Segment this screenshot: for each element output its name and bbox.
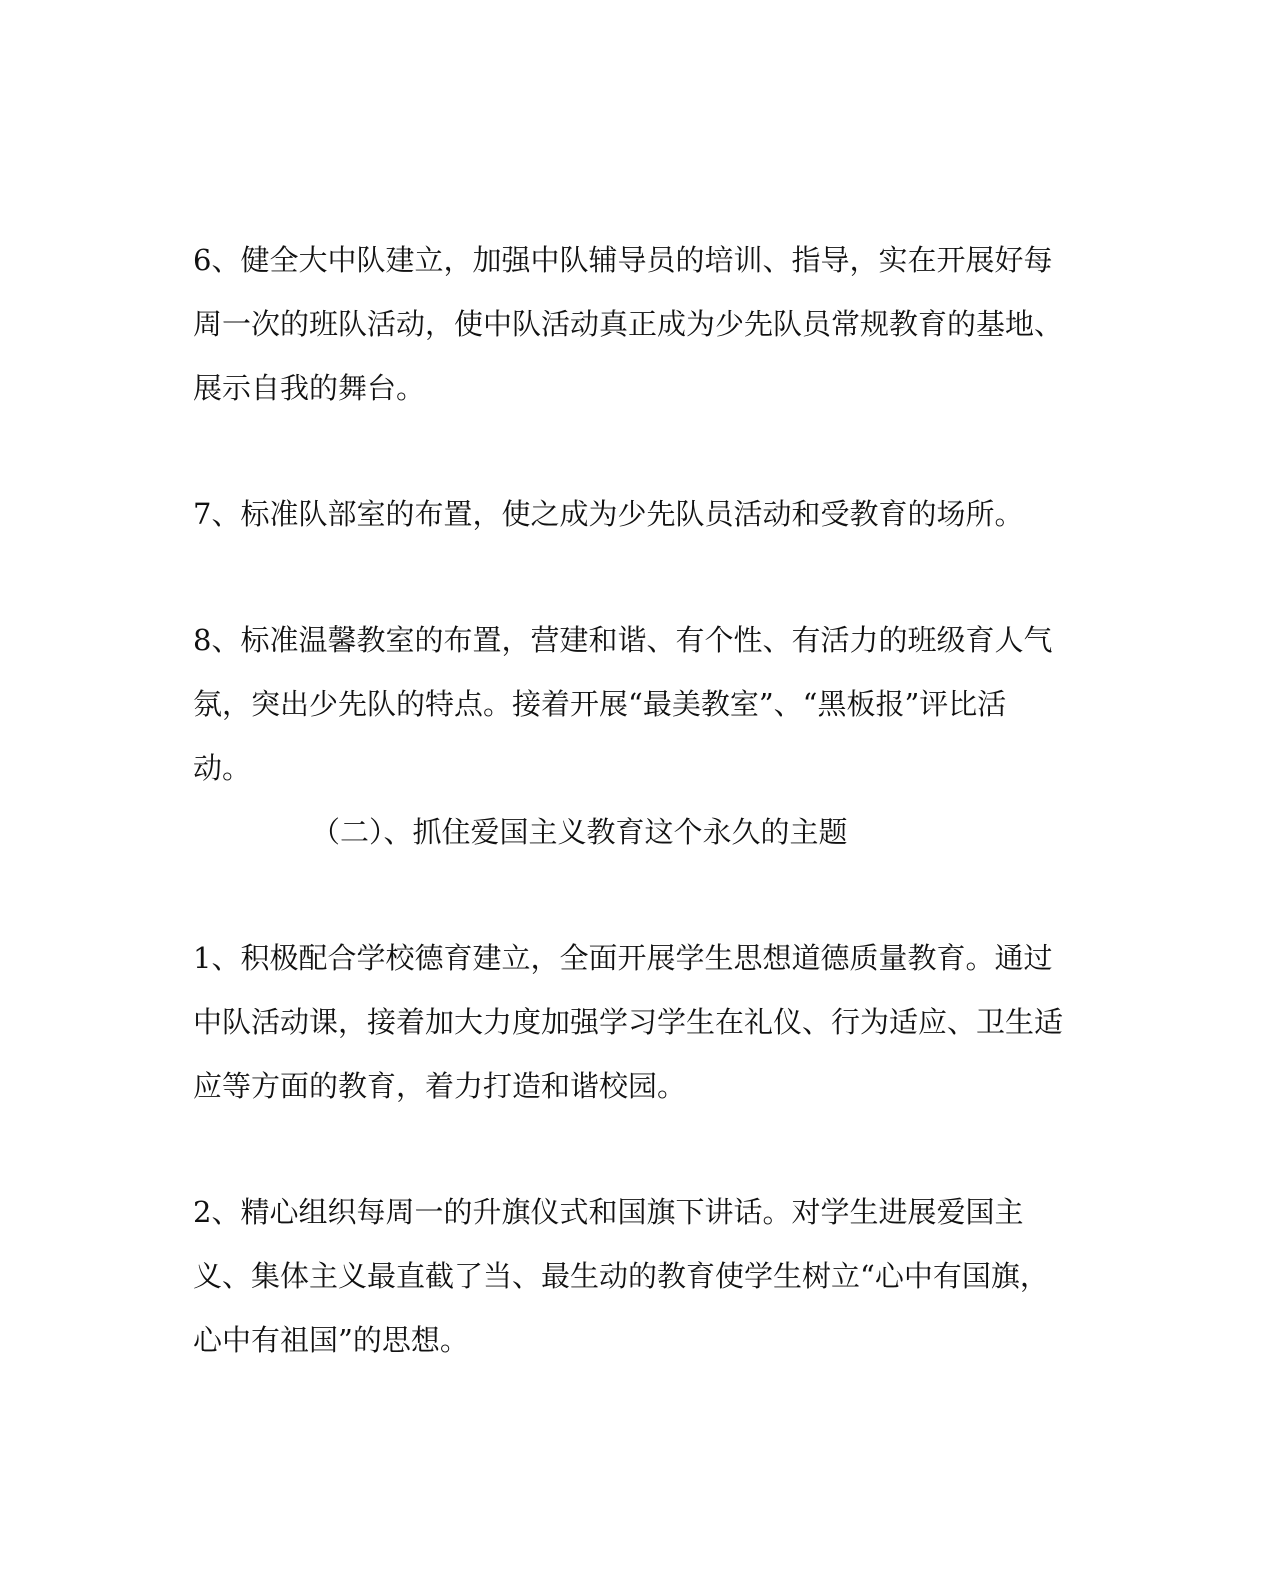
section-heading-2: （二）、抓住爱国主义教育这个永久的主题 — [311, 815, 848, 849]
paragraph-item-s2: 2、精心组织每周一的升旗仪式和国旗下讲话。对学生进展爱国主义、集体主义最直截了当、最生动的教育使学生树立“心中有国旗，心中有祖国”的思想。 — [193, 1195, 1049, 1357]
paragraph-item-s1: 1、积极配合学校德育建立，全面开展学生思想道德质量教育。通过中队活动课，接着加大力度加强学习学生在礼仪、行为适应、卫生适应等方面的教育，着力打造和谐校园。 — [193, 941, 1064, 1103]
paragraph-item-7: 7、标准队部室的布置，使之成为少先队员活动和受教育的场所。 — [193, 497, 1024, 531]
paragraph-spacer — [193, 1118, 1063, 1180]
paragraph-spacer — [193, 546, 1063, 608]
paragraph-item-8: 8、标准温馨教室的布置，营建和谐、有个性、有活力的班级育人气氛，突出少先队的特点。接着开展“最美教室”、“黑板报”评比活动。 — [193, 623, 1053, 785]
paragraph-spacer — [193, 420, 1063, 482]
paragraph-spacer — [193, 864, 1063, 926]
paragraph-item-6: 6、健全大中队建立，加强中队辅导员的培训、指导，实在开展好每周一次的班队活动，使中队活动真正成为少先队员常规教育的基地、展示自我的舞台。 — [193, 243, 1064, 405]
document-body — [193, 228, 1063, 1372]
